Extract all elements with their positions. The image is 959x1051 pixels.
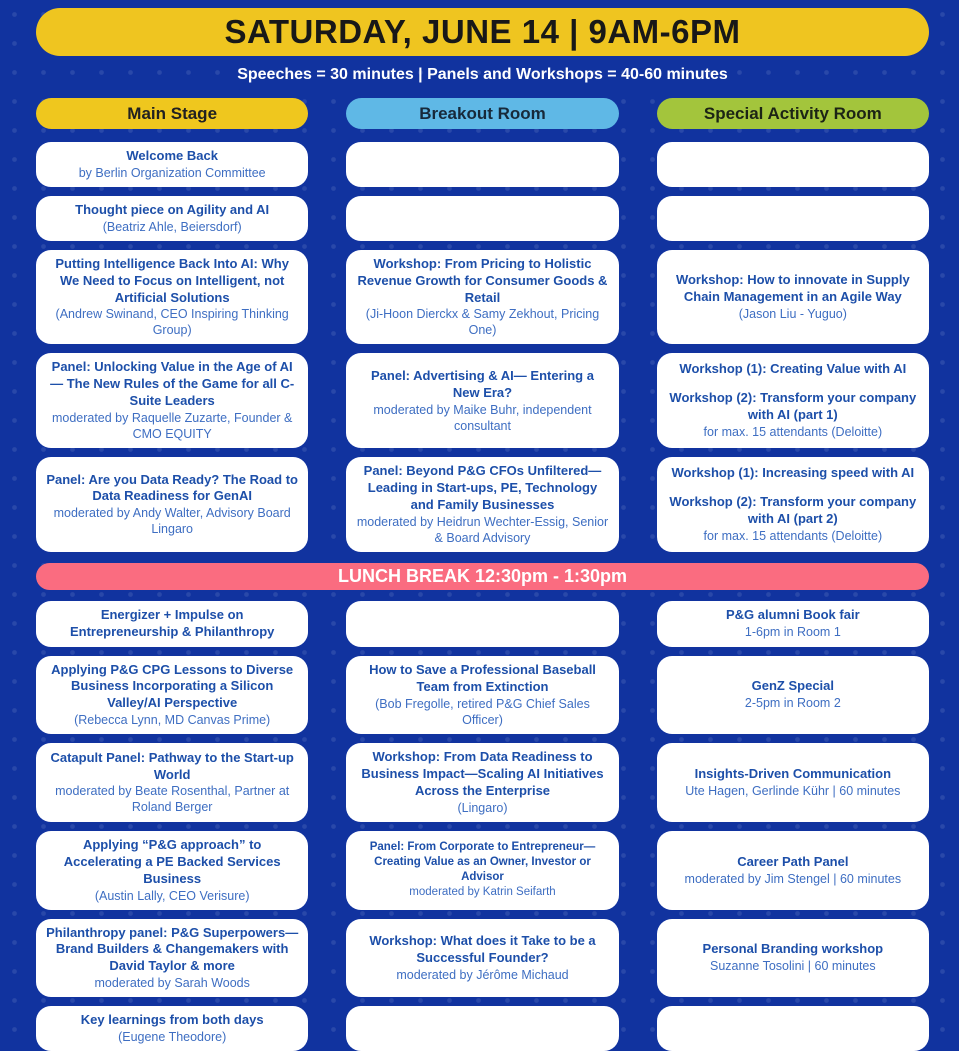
session-card	[657, 250, 929, 345]
session-title: Workshop (1): Creating Value with AI	[679, 361, 907, 377]
empty-session-card	[346, 1006, 618, 1051]
session-title: Key learnings from both days	[80, 1012, 264, 1028]
session-card	[657, 831, 929, 910]
session-card	[346, 353, 618, 448]
session-title: GenZ Special	[751, 678, 835, 694]
session-subtitle: (Eugene Theodore)	[118, 1030, 227, 1045]
session-card	[36, 353, 308, 448]
session-title: Energizer + Impulse on Entrepreneurship & Philanthropy	[69, 606, 275, 639]
column-header-breakout-room: Breakout Room	[346, 98, 618, 129]
session-title: Applying P&G CPG Lessons to Diverse Business Incorporating a Silicon Valley/AI Perspective	[51, 661, 294, 711]
session-title: Putting Intelligence Back Into AI: Why We Need to Focus on Intelligent, not Artificial Solutions	[55, 255, 289, 305]
session-title: Insights-Driven Communication	[694, 766, 892, 782]
session-subtitle: moderated by Raquelle Zuzarte, Founder & CMO EQUITY	[51, 411, 293, 442]
session-card	[346, 250, 618, 345]
session-subtitle: by Berlin Organization Committee	[78, 165, 266, 180]
session-title: Thought piece on Agility and AI	[75, 201, 270, 217]
afternoon-session-grid	[36, 601, 929, 1051]
column-headers	[36, 98, 929, 129]
page-title: SATURDAY, JUNE 14 | 9AM-6PM	[224, 13, 741, 50]
session-card	[657, 457, 929, 552]
lunch-break-banner: LUNCH BREAK 12:30pm - 1:30pm	[36, 563, 929, 590]
column-header-main-stage: Main Stage	[36, 98, 308, 129]
session-subtitle: (Bob Fregolle, retired P&G Chief Sales Officer)	[375, 696, 590, 727]
session-card	[36, 1006, 308, 1051]
session-title: Philanthropy panel: P&G Superpowers— Brand Builders & Changemakers with David Taylor & more	[46, 924, 299, 974]
empty-session-card	[346, 601, 618, 647]
empty-session-card	[657, 196, 929, 241]
session-card	[346, 919, 618, 998]
empty-session-card	[657, 142, 929, 187]
session-title: Catapult Panel: Pathway to the Start-up World	[50, 749, 294, 782]
session-subtitle: moderated by Maike Buhr, independent consultant	[373, 402, 592, 433]
session-title: Panel: From Corporate to Entrepreneur— Creating Value as an Owner, Investor or Advisor	[369, 841, 596, 884]
session-card	[36, 743, 308, 822]
session-card	[657, 353, 929, 448]
morning-session-grid	[36, 142, 929, 552]
session-title: Panel: Advertising & AI— Entering a New Era?	[371, 367, 594, 400]
session-card	[346, 831, 618, 910]
page-title-banner	[36, 8, 929, 56]
empty-session-card	[346, 196, 618, 241]
session-title: Workshop: How to innovate in Supply Chain Management in an Agile Way	[675, 272, 910, 305]
session-subtitle: moderated by Jérôme Michaud	[396, 967, 569, 982]
session-card	[657, 656, 929, 735]
session-subtitle: (Beatriz Ahle, Beiersdorf)	[102, 219, 242, 234]
session-subtitle: 2-5pm in Room 2	[744, 696, 841, 711]
session-card	[36, 196, 308, 241]
session-title: How to Save a Professional Baseball Team from Extinction	[369, 662, 596, 694]
session-subtitle: 1-6pm in Room 1	[744, 625, 841, 640]
empty-session-card	[346, 142, 618, 187]
session-subtitle: (Ji-Hoon Dierckx & Samy Zekhout, Pricing One)	[365, 307, 600, 338]
session-card	[346, 457, 618, 552]
session-subtitle: moderated by Heidrun Wechter-Essig, Senior & Board Advisory	[356, 514, 609, 545]
duration-note: Speeches = 30 minutes | Panels and Workshops = 40-60 minutes	[237, 66, 728, 83]
session-title: Workshop: What does it Take to be a Successful Founder?	[369, 933, 596, 965]
session-title: Welcome Back	[126, 148, 218, 163]
session-subtitle: (Andrew Swinand, CEO Inspiring Thinking Group)	[55, 307, 289, 338]
session-subtitle: Suzanne Tosolini | 60 minutes	[710, 959, 876, 974]
session-title: P&G alumni Book fair	[726, 607, 860, 623]
session-subtitle: (Rebecca Lynn, MD Canvas Prime)	[74, 713, 271, 728]
session-card	[36, 142, 308, 187]
session-title: Workshop: From Pricing to Holistic Revenue Growth for Consumer Goods & Retail	[357, 255, 608, 305]
line-gap	[667, 482, 919, 494]
session-subtitle: (Austin Lally, CEO Verisure)	[94, 888, 250, 903]
session-card	[657, 919, 929, 998]
session-subtitle: moderated by Katrin Seifarth	[409, 886, 556, 899]
session-subtitle: moderated by Andy Walter, Advisory Board Lingaro	[53, 506, 291, 537]
empty-session-card	[657, 1006, 929, 1051]
session-card	[36, 457, 308, 552]
session-card	[36, 831, 308, 910]
session-card	[346, 656, 618, 735]
session-subtitle: Ute Hagen, Gerlinde Kühr | 60 minutes	[685, 784, 901, 799]
session-title: Panel: Beyond P&G CFOs Unfiltered— Leading in Start-ups, PE, Technology and Family Businesses	[363, 463, 602, 512]
session-card	[36, 250, 308, 345]
session-title: Personal Branding workshop	[702, 941, 884, 957]
session-card	[657, 601, 929, 647]
session-card	[36, 919, 308, 998]
session-title: Workshop: From Data Readiness to Business Impact—Scaling AI Initiatives Across the Enterprise	[361, 749, 604, 799]
session-title: Applying “P&G approach” to Accelerating a PE Backed Services Business	[63, 836, 281, 886]
session-subtitle: (Jason Liu - Yuguo)	[738, 307, 847, 321]
session-subtitle: moderated by Sarah Woods	[94, 976, 250, 991]
session-title: Panel: Are you Data Ready? The Road to Data Readiness for GenAI	[46, 471, 298, 504]
session-title: Career Path Panel	[737, 853, 849, 869]
session-subtitle: moderated by Jim Stengel | 60 minutes	[684, 871, 902, 886]
session-card	[36, 601, 308, 647]
session-subtitle: (Lingaro)	[457, 800, 508, 815]
session-card	[36, 656, 308, 735]
line-gap	[667, 378, 919, 390]
session-card	[657, 743, 929, 822]
session-title: Workshop (1): Increasing speed with AI	[671, 465, 915, 481]
session-title: Workshop (2): Transform your company with AI (part 1)	[669, 390, 917, 423]
session-subtitle: for max. 15 attendants (Deloitte)	[703, 528, 883, 543]
session-card	[346, 743, 618, 822]
session-subtitle: for max. 15 attendants (Deloitte)	[703, 425, 883, 440]
column-header-special-activity-room: Special Activity Room	[657, 98, 929, 129]
session-subtitle: moderated by Beate Rosenthal, Partner at Roland Berger	[55, 784, 290, 815]
session-title: Panel: Unlocking Value in the Age of AI— The New Rules of the Game for all C-Suite Leaders	[50, 359, 295, 409]
session-title: Workshop (2): Transform your company with AI (part 2)	[669, 494, 917, 526]
